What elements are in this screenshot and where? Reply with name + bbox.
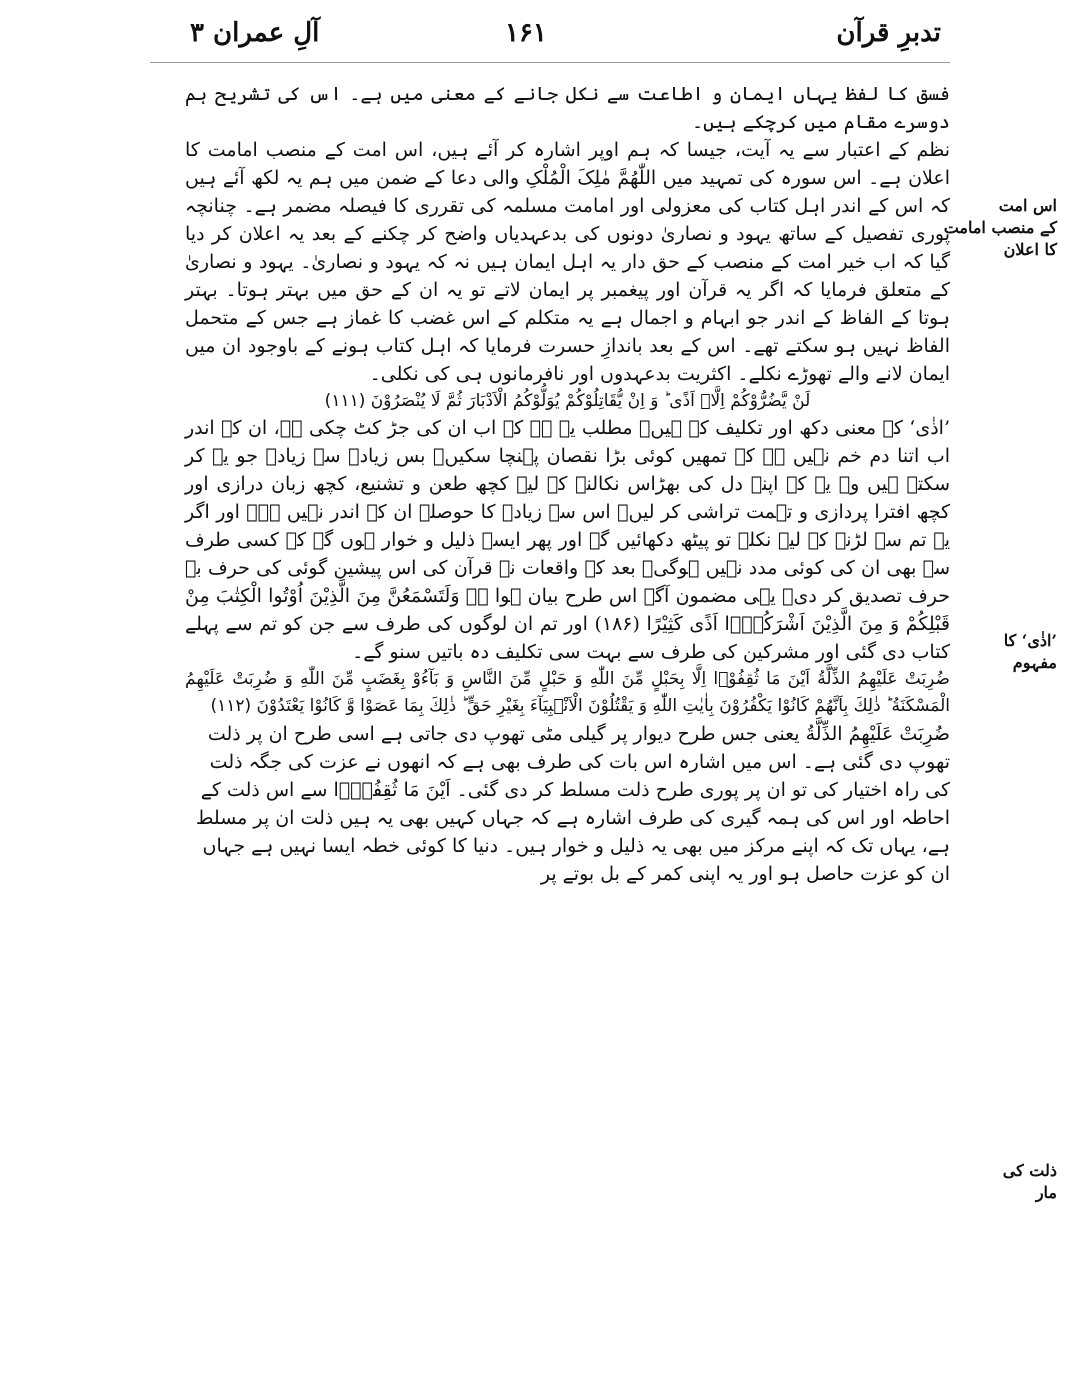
side-note-imamat: اس امت کے منصب امامت کا اعلان bbox=[943, 196, 1057, 259]
header-divider bbox=[150, 62, 950, 63]
surah-title: آلِ عمران ۳ bbox=[190, 18, 320, 48]
book-title: تدبرِ قرآن bbox=[836, 18, 941, 48]
side-note-adha: ’اذٰی‘ کا مفہوم bbox=[1003, 631, 1057, 672]
verse-112: ضُرِبَتْ عَلَیْهِمُ الذِّلَّةُ اَیْنَ مَا ثُقِفُوْۤا اِلَّا بِحَبْلٍ مِّنَ اللّٰهِ وَ حَبْلٍ مِّنَ النَّاسِ وَ بَآءُوْ بِغَضَبٍ مِّنَ اللّٰهِ وَ ضُرِبَتْ عَلَیْهِمُ الْمَسْكَنَةُ ؕ ذٰلِكَ بِاَنَّهُمْ كَانُوْا یَكْفُرُوْنَ بِاٰیٰتِ اللّٰهِ وَ یَقْتُلُوْنَ الْاَنْۢبِیَآءَ بِغَیْرِ حَقٍّ ؕ ذٰلِكَ بِمَا عَصَوْا وَّ كَانُوْا یَعْتَدُوْنَ (۱۱۲) bbox=[185, 669, 950, 716]
paragraph-dhillah: ضُرِبَتْ عَلَیْهِمُ الذِّلَّةُ یعنی جس طرح دیوار پر گیلی مٹی تھوپ دی جاتی ہے اسی طرح ان پر ذلت تھوپ دی گئی ہے۔ اس میں اشارہ اس بات کی طرف بھی ہے کہ انھوں نے عزت کی جگہ ذلت کی راہ اختیار کی تو ان پر پوری طرح ذلت مسلط کر دی گئی۔ اَیْنَ مَا ثُقِفُوْۤا سے اس ذلت کے احاطہ اور اس کی ہمہ گیری کی طرف اشارہ ہے کہ جہاں کہیں بھی یہ ہیں ذلت ان پر مسلط ہے، یہاں تک کہ اپنے مرکز میں بھی یہ ذلیل و خوار ہیں۔ دنیا کا کوئی خطہ ایسا نہیں ہے جہاں ان کو عزت حاصل ہو اور یہ اپنی کمر کے بل بوتے پر bbox=[195, 723, 950, 885]
main-text bbox=[185, 80, 950, 888]
paragraph-nazm: نظم کے اعتبار سے یہ آیت، جیسا کہ ہم اوپر اشارہ کر آئے ہیں، اس امت کے منصب امامت کا اعلان ہے۔ اس سورہ کی تمہید میں اللّٰھُمَّ مٰلِکَ الْمُلْکِ والی دعا کے ضمن میں ہم یہ لکھ آئے ہیں کہ اس کے اندر اہل کتاب کی معزولی اور امامت مسلمہ کی تقرری کا فیصلہ مضمر ہے۔ چنانچہ پوری تفصیل کے ساتھ یہود و نصاریٰ دونوں کی بدعہدیاں واضح کر چکنے کے بعد یہ اعلان کر دیا گیا کہ اب خیر امت کے منصب کے حق دار یہ اہل ایمان ہیں نہ کہ یہود و نصاریٰ۔ یہود و نصاریٰ کے متعلق فرمایا کہ اگر یہ قرآن اور پیغمبر پر ایمان لاتے تو یہ ان کے حق میں بہتر ہوتا۔ بہتر ہوتا کے الفاظ کے اندر جو ابہام و اجمال ہے یہ متکلم کے اس غضب کا غماز ہے جس کے متحمل الفاظ نہیں ہو سکتے تھے۔ اس کے بعد باندازِ حسرت فرمایا کہ اہل کتاب ہونے کے باوجود ان میں ایمان لانے والے تھوڑے نکلے۔ اکثریت بدعہدوں اور نافرمانوں ہی کی نکلی۔ bbox=[185, 139, 950, 385]
paragraph-adha: ’اذٰی‘ کے معنی دکھ اور تکلیف کے ہیں۔ مطلب یہ ہے کہ اب ان کی جڑ کٹ چکی ہے، ان کے اندر اب اتنا دم خم نہیں ہے کہ تمھیں کوئی بڑا نقصان پہنچا سکیں۔ بس زیادہ سے زیادہ جو یہ کر سکتے ہیں وہ یہ کہ اپنے دل کی بھڑاس نکالنے کے لیے کچھ طعن و تشنیع، کچھ زبان درازی اور کچھ افترا پردازی و تہمت تراشی کر لیں۔ اس سے زیادہ کا حوصلہ ان کے اندر نہیں ہے۔ اور اگر یہ تم سے لڑنے کے لیے نکلے تو پیٹھ دکھائیں گے اور پھر ایسے ذلیل و خوار ہوں گے کہ کسی طرف سے بھی ان کی کوئی مدد نہیں ہوگی۔ بعد کے واقعات نے قرآن کی اس پیشین گوئی کی حرف بہ حرف تصدیق کر دی۔ یہی مضمون آگے اس طرح بیان ہوا ہے وَلَتَسْمَعُنَّ مِنَ الَّذِیْنَ اُوْتُوا الْكِتٰبَ مِنْ قَبْلِكُمْ وَ مِنَ الَّذِیْنَ اَشْرَكُوْۤا اَذًى كَثِیْرًا (۱۸۶) اور تم ان لوگوں کی طرف سے جن کو تم سے پہلے کتاب دی گئی اور مشرکین کی طرف سے بہت سی تکلیف دہ باتیں سنو گے۔ bbox=[185, 417, 950, 663]
page-number: ۱۶۱ bbox=[505, 18, 547, 48]
side-note-dhillah: ذلت کی مار bbox=[1002, 1161, 1057, 1202]
paragraph-fisq: فسق کا لفظ یہاں ایمان و اطاعت سے نکل جانے کے معنی میں ہے۔ اس کی تشریح ہم دوسرے مقام میں کرچکے ہیں۔ bbox=[185, 83, 950, 133]
verse-111: لَنْ یَّضُرُّوْكُمْ اِلَّاۤ اَذًى ؕ وَ اِنْ یُّقَاتِلُوْكُمْ یُوَلُّوْكُمُ الْاَدْبَارَ ثُمَّ لَا یُنْصَرُوْنَ (۱۱۱) bbox=[324, 391, 811, 411]
